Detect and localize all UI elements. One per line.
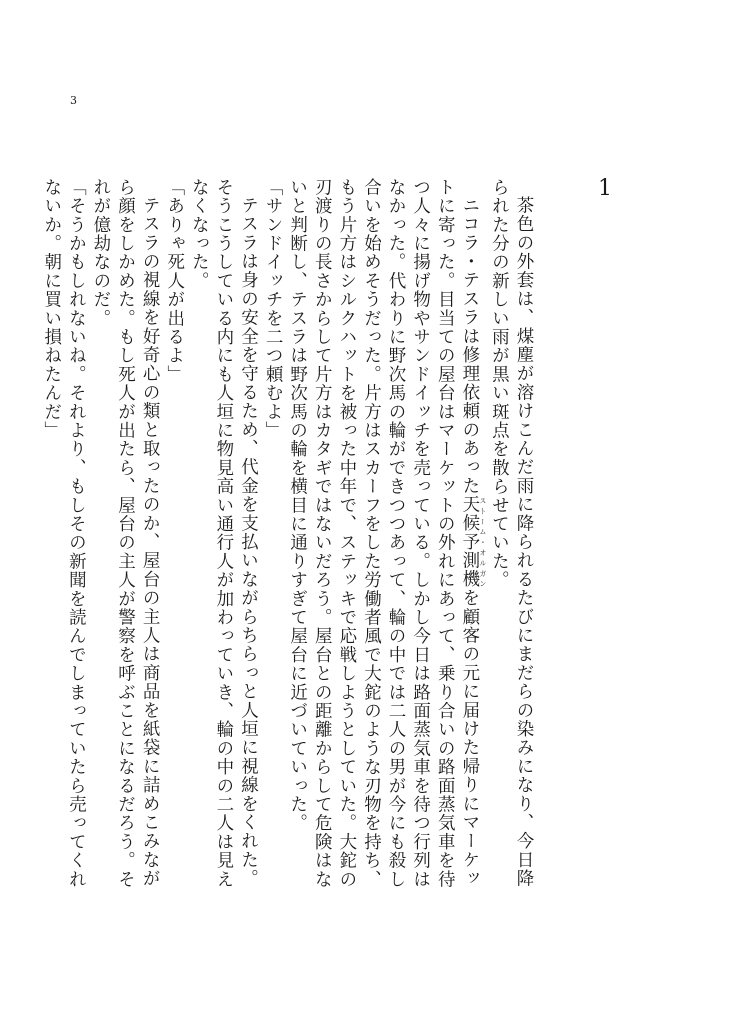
- paragraph-4: テスラは身の安全を守るため、代金を支払いながらちらっと人垣に視線をくれた。そうこうしている内にも人垣に物見高い通行人が加わっていき、輪の中の二人は見えなくなった。: [189, 178, 259, 889]
- paragraph-2-after: を顧客の元に届けた帰りにマーケットに寄った。目当ての屋台はマーケットの外れにあって、乗り合いの路面蒸気車を待つ人々に揚げ物やサンドイッチを売っている。しかし今日は路面蒸気車を待つ行列はなかった。代わりに野次馬の輪ができつつあって、輪の中では二人の男が今にも殺し合いを始めそうだった。片方はスカーフをした労働者風で大鉈のような刃物を持ち、もう片方はシルクハットを被った中年で、ステッキで応戦しようとしていた。大鉈の刃渡りの長さからして片方はカタギではないだろう。屋台との距離からして危険はないと判断し、テスラは野次馬の輪を横目に通りすぎて屋台に近づいていった。: [287, 178, 480, 889]
- body-text: [41, 178, 536, 898]
- ruby-storm-organ: [459, 494, 487, 589]
- paragraph-5-dialogue: 「ありゃ死人が出るよ」: [164, 178, 185, 384]
- ruby-base: 天候予測機: [459, 494, 480, 589]
- paragraph-2-before: ニコラ・テスラは修理依頼のあった: [459, 195, 480, 495]
- page-number: 3: [70, 94, 77, 107]
- paragraph-6: テスラの視線を好奇心の類と取ったのか、屋台の主人は商品を紙袋に詰めこみながら顔をしかめた。もし死人が出たら、屋台の主人が警察を呼ぶことになるだろう。それが億劫なのだ。: [90, 178, 161, 889]
- paragraph-2: [285, 178, 487, 898]
- paragraph-7-dialogue: 「そうかもしれないね。それより、もしその新聞を読んでしまっていたら売ってくれないか。朝に買い損ねたんだ」: [41, 178, 87, 889]
- ruby-reading: ストーム・オルガン: [478, 494, 487, 589]
- paragraph-1: 茶色の外套は、煤塵が溶けこんだ雨に降られるたびにまだらの染みになり、今日降られた分の新しい雨が黒い斑点を散らせていた。: [489, 178, 534, 888]
- chapter-number: 1: [598, 176, 612, 201]
- paragraph-3-dialogue: 「サンドイッチを二つ頼むよ」: [263, 178, 284, 440]
